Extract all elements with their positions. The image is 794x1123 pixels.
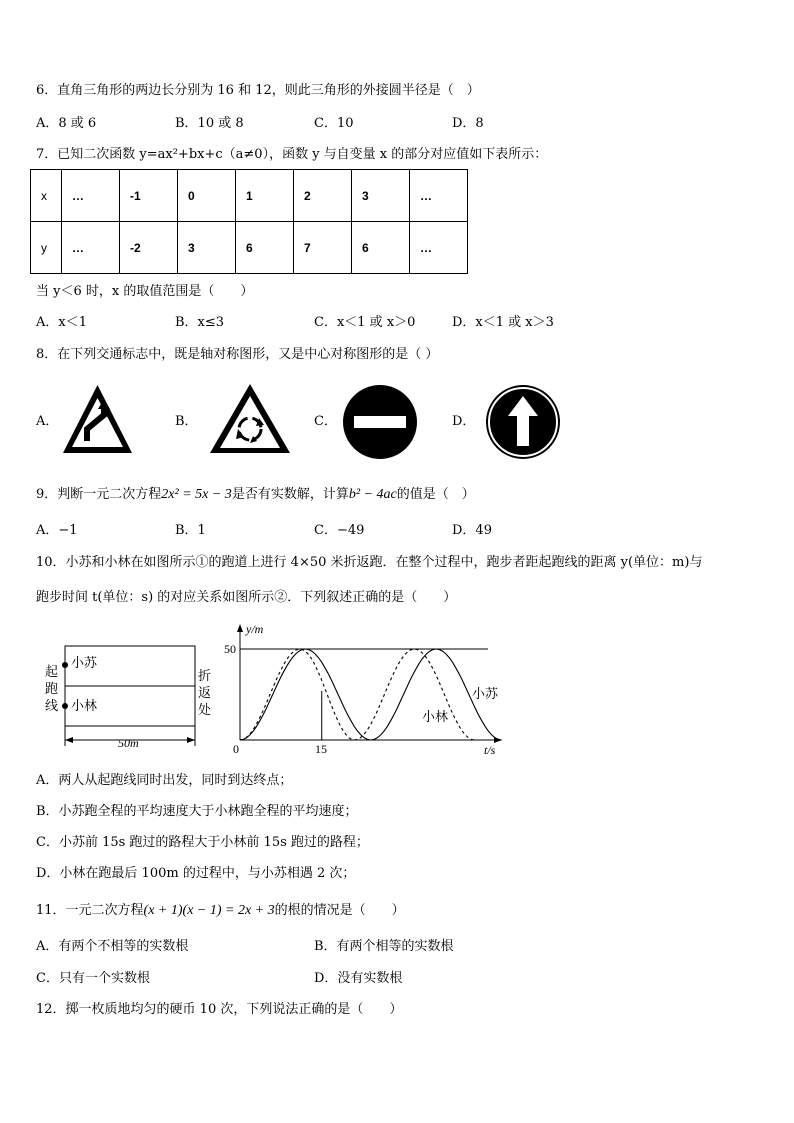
q8-label-a: A． <box>36 414 59 429</box>
q9-option-c: C．−49 <box>314 523 365 538</box>
q7-option-d: D．x＜1 或 x＞3 <box>452 315 554 330</box>
q8-label-d: D． <box>452 414 476 429</box>
table-cell: 3 <box>352 170 410 222</box>
q8-label-b: B． <box>175 414 198 429</box>
table-cell: -1 <box>120 170 178 222</box>
track-figure <box>40 640 220 752</box>
q7-stem: 7．已知二次函数 y=ax²+bx+c（a≠0），函数 y 与自变量 x 的部分对应值如下表所示： <box>36 147 548 162</box>
roundabout-sign-icon <box>208 381 292 457</box>
q11-option-b: B．有两个相等的实数根 <box>314 939 454 954</box>
q10-option-c: C．小苏前 15s 跑过的路程大于小林前 15s 跑过的路程； <box>36 835 369 850</box>
table-row-x <box>31 170 468 222</box>
series-line-xiaolin <box>240 649 474 740</box>
q11-equation: (x + 1)(x − 1) = 2x + 3 <box>143 903 275 918</box>
turn-label-2: 返 <box>198 685 212 700</box>
runner-label-xiaolin: 小林 <box>71 698 98 713</box>
q9-stem-suffix: 的值是（ ） <box>396 487 475 502</box>
q7-option-a: A．x＜1 <box>36 315 87 330</box>
table-row-y <box>31 222 468 274</box>
q9-option-b: B．1 <box>175 523 206 538</box>
series-line-xiaosu <box>240 649 502 740</box>
q7-question: 当 y＜6 时，x 的取值范围是（ ） <box>36 284 254 299</box>
q11-option-c: C．只有一个实数根 <box>36 971 150 986</box>
start-label-2: 跑 <box>45 681 59 696</box>
q9-stem-mid: 是否有实数解，计算 <box>231 487 349 502</box>
table-cell: 6 <box>236 222 294 274</box>
straight-ahead-sign-icon <box>484 383 562 461</box>
q9-equation: 2x² = 5x − 3 <box>161 487 232 502</box>
x-axis-label: t/s <box>484 743 496 757</box>
table-cell: -2 <box>120 222 178 274</box>
table-cell: 1 <box>236 170 294 222</box>
runner-label-xiaosu: 小苏 <box>71 655 98 670</box>
turn-label-3: 处 <box>198 702 212 717</box>
runner-dot-1 <box>62 662 68 668</box>
distance-time-chart <box>226 618 516 758</box>
winding-road-sign-icon <box>60 381 135 457</box>
table-cell: 2 <box>294 170 352 222</box>
q7-option-b: B．x≤3 <box>175 315 225 330</box>
table-cell: 6 <box>352 222 410 274</box>
q6-stem: 6．直角三角形的两边长分别为 16 和 12，则此三角形的外接圆半径是（ ） <box>36 83 480 98</box>
q11-stem <box>36 902 405 920</box>
q10-option-a: A．两人从起跑线同时出发，同时到达终点； <box>36 773 293 788</box>
q9-stem-prefix: 9．判断一元二次方程 <box>36 487 162 502</box>
table-cell: … <box>410 222 468 274</box>
q11-stem-suffix: 的根的情况是（ ） <box>274 903 405 918</box>
origin-label: 0 <box>233 742 239 756</box>
q12-stem: 12．掷一枚质地均匀的硬币 10 次，下列说法正确的是（ ） <box>36 1002 403 1017</box>
track-length-label: 50m <box>118 736 139 750</box>
q11-option-a: A．有两个不相等的实数根 <box>36 939 189 954</box>
y-tick-label-50: 50 <box>224 642 236 656</box>
q10-stem-line1: 10．小苏和小林在如图所示①的跑道上进行 4×50 米折返跑．在整个过程中，跑步者距起跑线的距离 y(单位：m)与 <box>36 555 703 570</box>
y-axis-label: y/m <box>246 622 264 636</box>
no-entry-sign-icon <box>341 383 419 461</box>
table-cell: 7 <box>294 222 352 274</box>
q9-stem <box>36 486 475 504</box>
table-cell: … <box>62 222 120 274</box>
q7-option-c: C．x＜1 或 x＞0 <box>314 315 416 330</box>
q11-stem-prefix: 11．一元二次方程 <box>36 903 144 918</box>
q9-option-d: D．49 <box>452 523 492 538</box>
table-cell: 3 <box>178 222 236 274</box>
table-cell: … <box>410 170 468 222</box>
table-cell: 0 <box>178 170 236 222</box>
q7-value-table <box>30 169 468 274</box>
q8-label-c: C． <box>314 414 337 429</box>
q10-option-b: B．小苏跑全程的平均速度大于小林跑全程的平均速度； <box>36 804 358 819</box>
runner-dot-2 <box>62 703 68 709</box>
x-tick-label-15: 15 <box>315 742 327 756</box>
start-label-3: 线 <box>45 698 59 713</box>
q8-stem: 8．在下列交通标志中，既是轴对称图形，又是中心对称图形的是（ ） <box>36 347 439 362</box>
legend-label-xiaosu: 小苏 <box>472 686 499 701</box>
table-cell: x <box>31 170 62 222</box>
q9-option-a: A．−1 <box>36 523 78 538</box>
q6-option-d: D．8 <box>452 116 484 131</box>
turn-label-1: 折 <box>198 668 212 683</box>
q6-option-c: C．10 <box>314 116 354 131</box>
q6-option-a: A．8 或 6 <box>36 116 97 131</box>
table-cell: y <box>31 222 62 274</box>
table-cell: … <box>62 170 120 222</box>
start-label-1: 起 <box>45 664 59 679</box>
q9-expression: b² − 4ac <box>348 487 397 502</box>
q10-option-d: D．小林在跑最后 100m 的过程中，与小苏相遇 2 次； <box>36 866 356 881</box>
q10-stem-line2: 跑步时间 t(单位：s) 的对应关系如图所示②．下列叙述正确的是（ ） <box>36 590 457 605</box>
q11-option-d: D．没有实数根 <box>314 971 403 986</box>
q6-option-b: B．10 或 8 <box>175 116 244 131</box>
legend-label-xiaolin: 小林 <box>422 709 449 724</box>
